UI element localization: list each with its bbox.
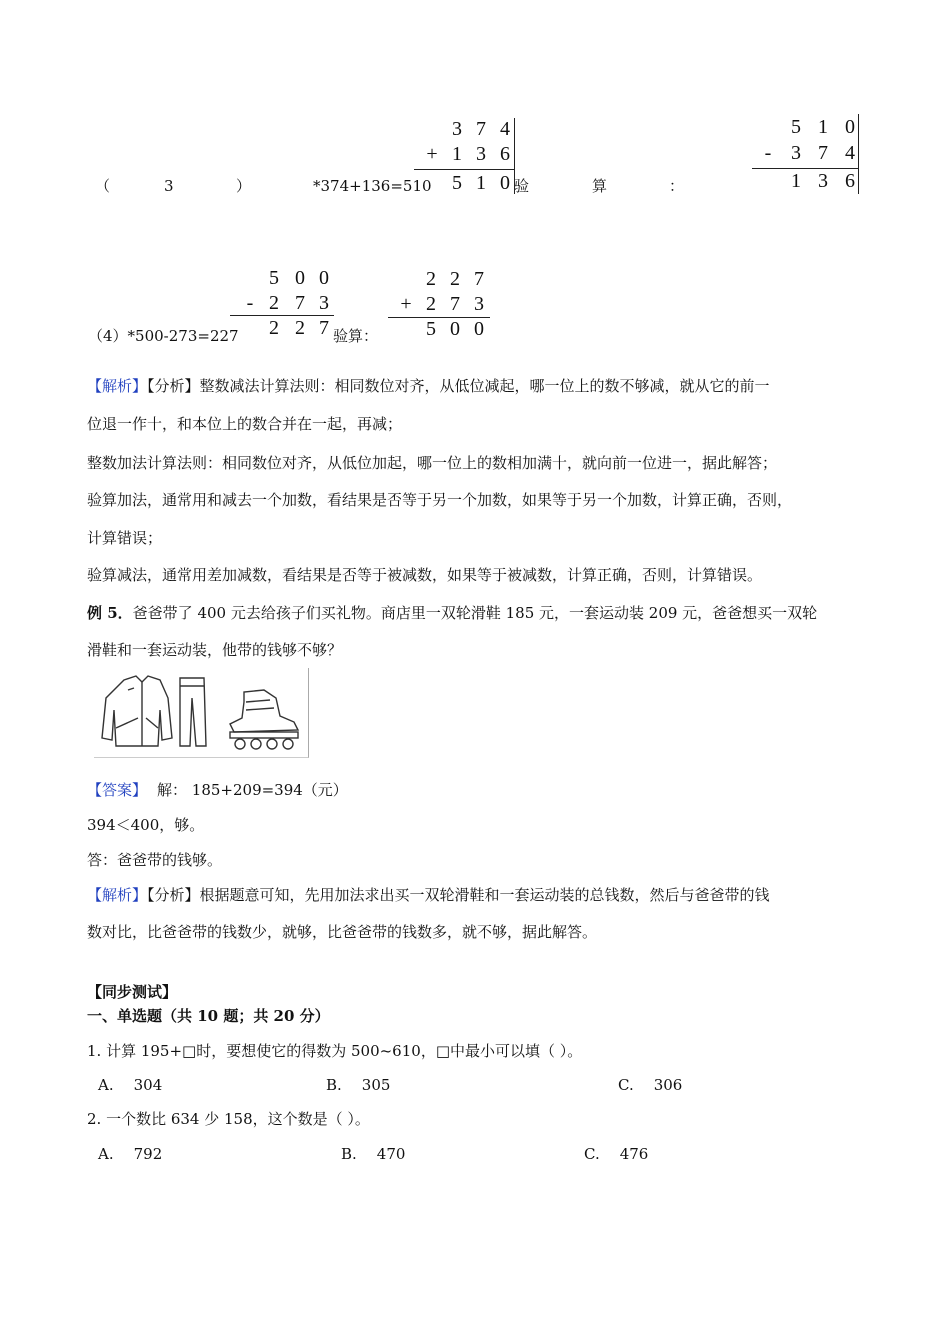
item3-equation: *374+136=510 — [313, 177, 432, 195]
digit: 4 — [845, 142, 855, 164]
digit: 1 — [818, 116, 828, 138]
vertical-top-row — [230, 265, 334, 291]
digit: 1 — [452, 143, 462, 165]
digit: 0 — [500, 172, 510, 194]
analysis-text: 整数减法计算法则：相同数位对齐，从低位减起，哪一位上的数不够减，就从它的前一 — [199, 377, 770, 395]
sync-test-heading: 【同步测试】 — [87, 983, 178, 1001]
digit: 2 — [450, 268, 460, 290]
question-2-option-a[interactable] — [98, 1144, 162, 1164]
digit: 3 — [476, 143, 486, 165]
digit: 7 — [818, 142, 828, 164]
analysis-text: 根据题意可知，先用加法求出买一双轮滑鞋和一套运动装的总钱数，然后与爸爸带的钱 — [199, 886, 770, 904]
option-letter: A. — [98, 1076, 114, 1094]
digit: 2 — [426, 293, 436, 315]
minus-sign: - — [764, 142, 772, 164]
analysis1-line6: 验算减法，通常用差加减数，看结果是否等于被减数，如果等于被减数，计算正确，否则，计算错误。 — [87, 566, 763, 584]
digit: 1 — [791, 170, 801, 192]
digit: 5 — [426, 318, 436, 340]
vertical-bottom-row — [752, 140, 860, 166]
question-1-text: 1. 计算 195+□时，要想使它的得数为 500~610，□中最小可以填（ ）。 — [87, 1042, 583, 1060]
vertical-result-row — [230, 315, 334, 341]
digit: 7 — [295, 292, 305, 314]
option-value: 470 — [376, 1145, 406, 1163]
digit: 5 — [452, 172, 462, 194]
digit: 3 — [474, 293, 484, 315]
item3-check-char2: 算 — [592, 177, 608, 195]
question-1-option-b[interactable] — [326, 1075, 390, 1095]
vertical-bottom-row — [230, 290, 334, 316]
analysis1-line5: 计算错误； — [87, 529, 163, 547]
answer-line2: 394＜400，够。 — [87, 816, 205, 834]
option-value: 304 — [133, 1076, 163, 1094]
item3-close-paren: ） — [236, 177, 252, 195]
digit: 3 — [452, 118, 462, 140]
option-letter: C. — [584, 1145, 600, 1163]
item4-vertical-subtraction — [230, 265, 334, 345]
item3-check-char1: 验 — [514, 177, 530, 195]
digit: 3 — [319, 292, 329, 314]
question-1-option-a[interactable] — [98, 1075, 162, 1095]
digit: 5 — [269, 267, 279, 289]
answer-line1 — [87, 780, 348, 800]
vertical-result-row — [752, 168, 860, 194]
item4-equation: （4）*500-273=227 — [88, 327, 239, 345]
vertical-result-row — [412, 170, 516, 196]
digit: 2 — [269, 292, 279, 314]
plus-sign: + — [400, 293, 412, 315]
vertical-bottom-row — [388, 291, 492, 317]
vertical-top-row — [752, 114, 860, 140]
vertical-bottom-row — [412, 141, 516, 167]
option-letter: B. — [341, 1145, 357, 1163]
example5-line2: 滑鞋和一套运动装，他带的钱够不够？ — [87, 641, 343, 659]
pants-icon — [180, 678, 206, 746]
digit: 6 — [500, 143, 510, 165]
digit: 6 — [845, 170, 855, 192]
item3-check-colon: ： — [669, 177, 685, 195]
digit: 5 — [791, 116, 801, 138]
option-value: 306 — [653, 1076, 683, 1094]
digit: 1 — [476, 172, 486, 194]
analysis-tag: 【解析】 — [87, 886, 148, 904]
vertical-top-row — [388, 266, 492, 292]
question-2-text: 2. 一个数比 634 少 158，这个数是（ ）。 — [87, 1110, 370, 1128]
digit: 7 — [319, 317, 329, 339]
analysis2-line2: 数对比，比爸爸带的钱数少，就够，比爸爸带的钱数多，就不够，据此解答。 — [87, 923, 598, 941]
analysis1-line1 — [87, 376, 770, 396]
digit: 3 — [818, 170, 828, 192]
example-text: 爸爸带了 400 元去给孩子们买礼物。商店里一双轮滑鞋 185 元，一套运动装 209 元，爸爸想买一双轮 — [132, 604, 818, 622]
example5-line1 — [87, 603, 817, 623]
jacket-icon — [102, 676, 172, 746]
digit: 0 — [845, 116, 855, 138]
clothes-and-skate-drawing — [94, 668, 308, 757]
option-value: 792 — [133, 1145, 163, 1163]
item3-vertical-addition — [412, 116, 516, 196]
question-2-option-c[interactable] — [584, 1144, 648, 1164]
digit: 0 — [474, 318, 484, 340]
option-letter: A. — [98, 1145, 114, 1163]
item3-vertical-subtraction — [752, 114, 860, 194]
vertical-result-row — [388, 316, 492, 342]
item4-vertical-addition — [388, 266, 492, 346]
analysis-tag: 【解析】 — [87, 377, 148, 395]
digit: 2 — [295, 317, 305, 339]
minus-sign: - — [246, 292, 254, 314]
digit: 7 — [476, 118, 486, 140]
digit: 2 — [426, 268, 436, 290]
question-1-option-c[interactable] — [618, 1075, 682, 1095]
analysis-subtag: 【分析】 — [147, 377, 200, 395]
digit: 7 — [474, 268, 484, 290]
item3-number: 3 — [164, 177, 174, 195]
option-letter: B. — [326, 1076, 342, 1094]
answer-text: 解： 185+209=394（元） — [157, 781, 348, 799]
frame-line — [858, 114, 859, 194]
digit: 3 — [791, 142, 801, 164]
digit: 0 — [450, 318, 460, 340]
digit: 0 — [295, 267, 305, 289]
analysis1-line3: 整数加法计算法则：相同数位对齐，从低位加起，哪一位上的数相加满十，就向前一位进一，据此解答； — [87, 454, 778, 472]
illustration-image — [94, 668, 309, 758]
example-label: 例 5． — [87, 604, 133, 622]
analysis-subtag: 【分析】 — [147, 886, 200, 904]
digit: 4 — [500, 118, 510, 140]
digit: 2 — [269, 317, 279, 339]
answer-tag: 【答案】 — [87, 781, 148, 799]
option-letter: C. — [618, 1076, 634, 1094]
analysis2-line1 — [87, 885, 770, 905]
digit: 7 — [450, 293, 460, 315]
analysis1-line2: 位退一作十，和本位上的数合并在一起，再减； — [87, 415, 403, 433]
analysis1-line4: 验算加法，通常用和减去一个加数，看结果是否等于另一个加数，如果等于另一个加数，计算正确，否则， — [87, 491, 793, 509]
question-2-option-b[interactable] — [341, 1144, 405, 1164]
item4-check-label: 验算： — [333, 327, 379, 345]
vertical-top-row — [412, 116, 516, 142]
option-value: 476 — [619, 1145, 649, 1163]
plus-sign: + — [426, 143, 438, 165]
answer-line3: 答：爸爸带的钱够。 — [87, 851, 223, 869]
digit: 0 — [319, 267, 329, 289]
item3-open-paren: （ — [95, 177, 111, 195]
section-heading: 一、单选题（共 10 题；共 20 分） — [87, 1007, 330, 1025]
roller-skate-icon — [230, 690, 298, 749]
option-value: 305 — [361, 1076, 391, 1094]
